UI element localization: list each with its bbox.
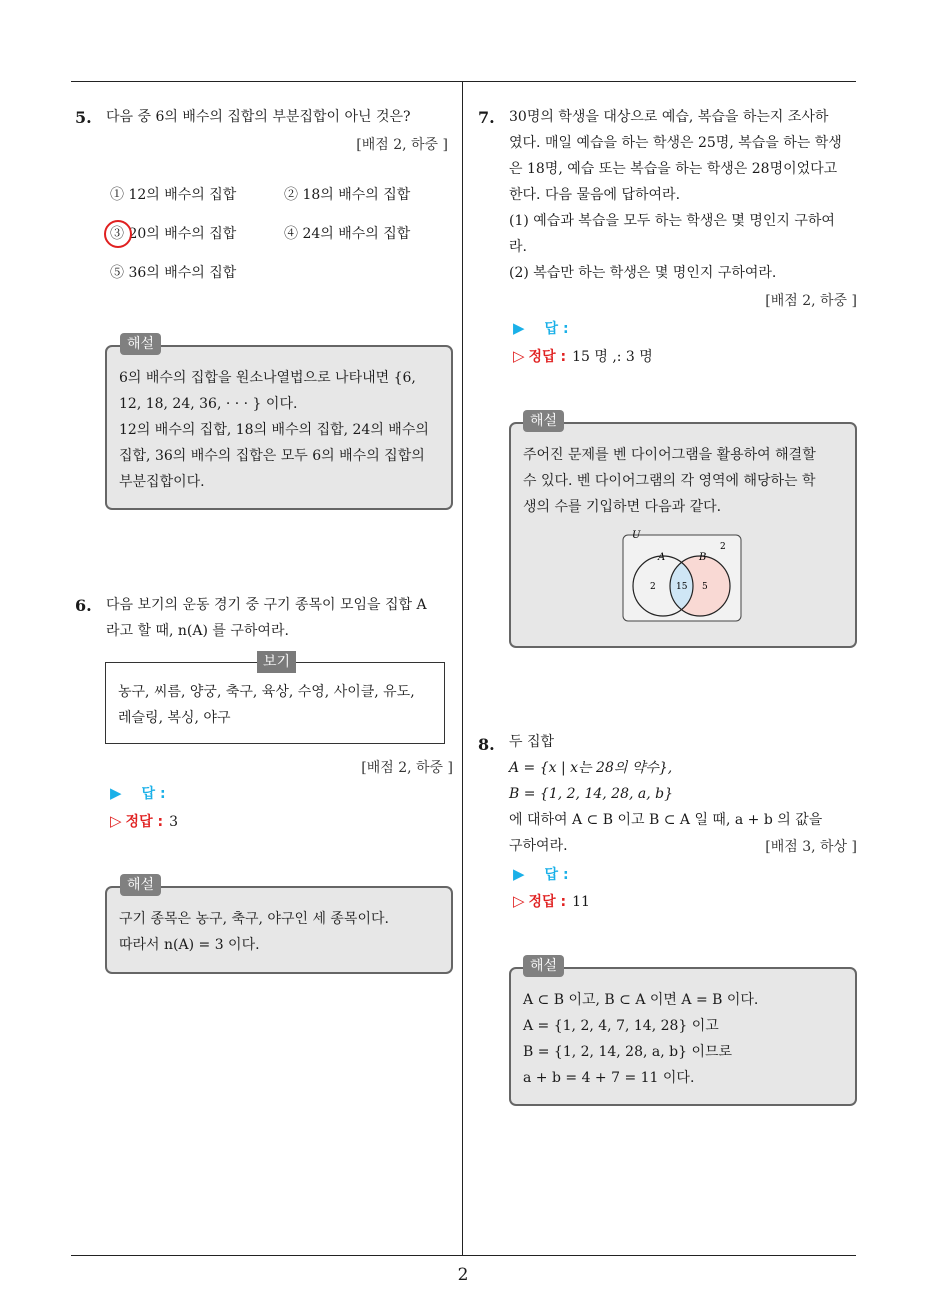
- score-meta: [배점 2, 하중 ]: [765, 293, 857, 309]
- question-text: [509, 104, 859, 286]
- answer-arrow-icon: ▶: [513, 319, 525, 337]
- correct-answer-row: [513, 890, 590, 913]
- solution-line: 집합, 36의 배수의 집합은 모두 6의 배수의 집합의: [119, 448, 425, 464]
- outside-value: 2: [720, 542, 726, 552]
- solution-line: 수 있다. 벤 다이어그램의 각 영역에 해당하는 학: [523, 473, 816, 489]
- question-line: (2) 복습만 하는 학생은 몇 명인지 구하여라.: [509, 265, 777, 281]
- answer-row[interactable]: [110, 782, 166, 805]
- question-number: 6.: [75, 596, 92, 615]
- question-text: 다음 중 6의 배수의 집합의 부분집합이 아닌 것은?: [106, 109, 411, 125]
- question-line: (1) 예습과 복습을 모두 하는 학생은 몇 명인지 구하여: [509, 213, 835, 229]
- answer-arrow-icon: ▶: [513, 865, 525, 883]
- question-line: 라고 할 때, n(A) 를 구하여라.: [106, 623, 289, 639]
- column-divider: [462, 81, 463, 1256]
- option-4[interactable]: ④ 24의 배수의 집합: [284, 226, 411, 242]
- set-b-label: B: [699, 552, 707, 563]
- question-number: 8.: [478, 735, 495, 754]
- correct-label: 정답 :: [528, 894, 567, 910]
- question-line: 라.: [509, 239, 527, 255]
- score-meta: [배점 3, 하상 ]: [765, 839, 857, 855]
- correct-answer-row: [513, 345, 653, 368]
- question-line: 에 대하여 A ⊂ B 이고 B ⊂ A 일 때, a + b 의 값을: [509, 812, 823, 828]
- bogi-box: [105, 662, 445, 744]
- both-value: 15: [676, 582, 688, 592]
- answer-arrow-icon: ▶: [110, 784, 122, 802]
- venn-diagram: [620, 530, 744, 624]
- solution-line: 부분집합이다.: [119, 474, 205, 490]
- solution-line: 생의 수를 기입하면 다음과 같다.: [523, 499, 722, 515]
- answer-label: 답 :: [544, 867, 569, 883]
- question-line: 다음 보기의 운동 경기 중 구기 종목이 모임을 집합 A: [106, 597, 427, 613]
- correct-value: 3: [169, 814, 178, 830]
- solution-tag: 해설: [120, 333, 161, 355]
- answer-row[interactable]: [513, 317, 569, 340]
- correct-label: 정답 :: [528, 349, 567, 365]
- question-line: 30명의 학생을 대상으로 예습, 복습을 하는지 조사하: [509, 109, 829, 125]
- solution-tag: 해설: [523, 955, 564, 977]
- solution-line: 구기 종목은 농구, 축구, 야구인 세 종목이다.: [119, 911, 389, 927]
- bottom-rule: [71, 1255, 856, 1256]
- option-3[interactable]: ③ 20의 배수의 집합: [110, 226, 237, 242]
- correct-arrow-icon: ▷: [513, 347, 525, 365]
- solution-tag: 해설: [120, 874, 161, 896]
- question-line: A = {x | x는 28의 약수},: [509, 760, 673, 776]
- solution-line: 12의 배수의 집합, 18의 배수의 집합, 24의 배수의: [119, 422, 429, 438]
- universe-label: U: [632, 530, 641, 541]
- solution-line: A = {1, 2, 4, 7, 14, 28} 이고: [523, 1018, 719, 1034]
- solution-box: [509, 967, 857, 1106]
- question-number: 7.: [478, 108, 495, 127]
- correct-arrow-icon: ▷: [513, 892, 525, 910]
- only-b-value: 5: [702, 582, 708, 592]
- solution-box: [105, 886, 453, 974]
- correct-value: 11: [572, 894, 590, 910]
- solution-line: a + b = 4 + 7 = 11 이다.: [523, 1070, 695, 1086]
- solution-line: 따라서 n(A) = 3 이다.: [119, 937, 260, 953]
- score-meta: [배점 2, 하중 ]: [356, 137, 448, 153]
- answer-label: 답 :: [141, 786, 166, 802]
- solution-line: B = {1, 2, 14, 28, a, b} 이므로: [523, 1044, 733, 1060]
- bogi-line: 레슬링, 복싱, 야구: [118, 710, 231, 726]
- correct-label: 정답 :: [125, 814, 164, 830]
- question-line: 두 집합: [509, 734, 555, 750]
- correct-arrow-icon: ▷: [110, 812, 122, 830]
- solution-line: 12, 18, 24, 36, · · · } 이다.: [119, 396, 298, 412]
- selected-answer-circle: [104, 220, 132, 248]
- solution-tag: 해설: [523, 410, 564, 432]
- correct-value: 15 명 ,: 3 명: [572, 349, 653, 365]
- top-rule: [71, 81, 856, 82]
- question-line: B = {1, 2, 14, 28, a, b}: [509, 786, 673, 802]
- option-5[interactable]: ⑤ 36의 배수의 집합: [110, 265, 237, 281]
- question-line: 한다. 다음 물음에 답하여라.: [509, 187, 681, 203]
- bogi-tag: 보기: [257, 651, 296, 673]
- solution-line: 6의 배수의 집합을 원소나열법으로 나타내면 {6,: [119, 370, 416, 386]
- option-1[interactable]: ① 12의 배수의 집합: [110, 187, 237, 203]
- page-number: 2: [457, 1265, 469, 1285]
- bogi-line: 농구, 씨름, 양궁, 축구, 육상, 수영, 사이클, 유도,: [118, 684, 415, 700]
- question-line: 였다. 매일 예습을 하는 학생은 25명, 복습을 하는 학생: [509, 135, 842, 151]
- only-a-value: 2: [650, 582, 656, 592]
- question-line: 은 18명, 예습 또는 복습을 하는 학생은 28명이었다고: [509, 161, 838, 177]
- solution-line: 주어진 문제를 벤 다이어그램을 활용하여 해결할: [523, 447, 816, 463]
- set-a-label: A: [658, 552, 666, 563]
- solution-line: A ⊂ B 이고, B ⊂ A 이면 A = B 이다.: [523, 992, 759, 1008]
- option-2[interactable]: ② 18의 배수의 집합: [284, 187, 411, 203]
- answer-label: 답 :: [544, 321, 569, 337]
- question-number: 5.: [75, 108, 92, 127]
- answer-row[interactable]: [513, 863, 569, 886]
- correct-answer-row: [110, 810, 178, 833]
- question-text: [106, 592, 458, 644]
- score-meta: [배점 2, 하중 ]: [361, 760, 453, 776]
- question-line: 구하여라.: [509, 838, 568, 854]
- solution-box: [105, 345, 453, 510]
